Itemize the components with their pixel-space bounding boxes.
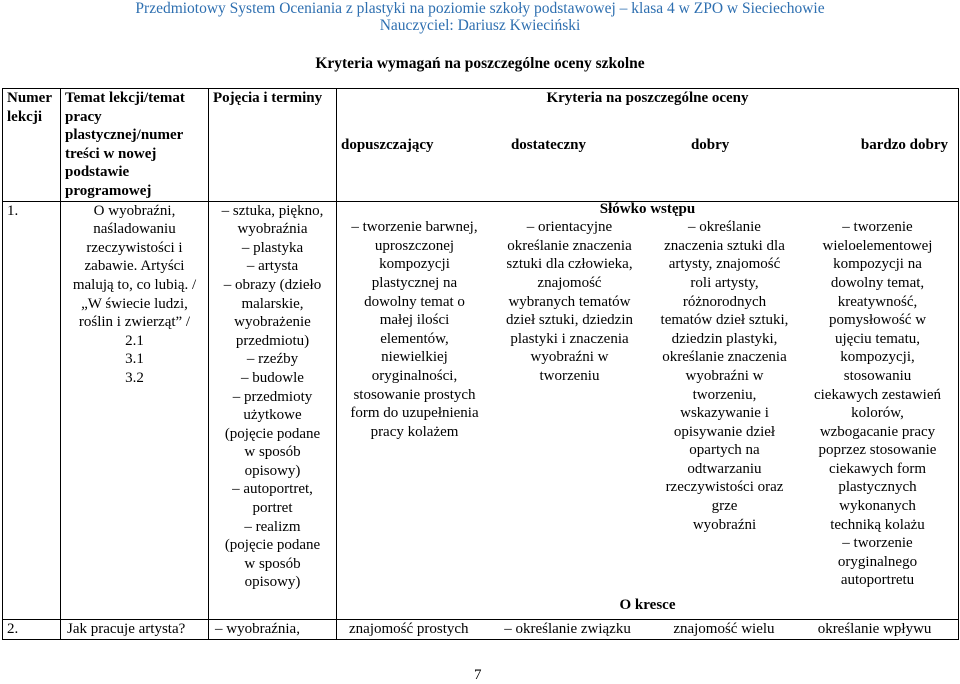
row1-terms-line: (pojęcie podane bbox=[224, 425, 321, 442]
document-header-line2: Nauczyciel: Dariusz Kwieciński bbox=[379, 17, 581, 34]
row1-terms-line: – plastyka bbox=[241, 239, 304, 256]
row1-dob-line: wyobraźni bbox=[692, 516, 757, 533]
row1-criteria-dostateczny bbox=[492, 218, 647, 590]
row1-dob-line: różnorodnych bbox=[682, 293, 767, 310]
row1-bdb-line: – tworzenie bbox=[842, 535, 913, 552]
grade-headers bbox=[341, 108, 954, 155]
row1-criteria-bardzo-dobry bbox=[802, 218, 953, 590]
row1-bdb-line: kompozycji na bbox=[833, 256, 922, 273]
row1-dost-line: plastyki i znaczenia bbox=[510, 330, 629, 347]
row1-terms-line: (pojęcie podane bbox=[224, 537, 321, 554]
criteria-heading: Kryteria na poszczególne oceny bbox=[546, 90, 749, 106]
row1-topic-line: O wyobraźni, bbox=[93, 202, 176, 219]
row1-dob-line: określanie znaczenia bbox=[662, 349, 787, 366]
row1-terms-line: – sztuka, piękno, bbox=[221, 202, 324, 219]
row1-dop-line: stosowanie prostych bbox=[353, 386, 476, 403]
row1-dob-line: grze bbox=[711, 498, 738, 515]
row1-terms-line: wyobrażenie bbox=[234, 314, 311, 331]
row1-dop-line: uproszczonej bbox=[374, 237, 455, 254]
row1-dob-line: odtwarzaniu bbox=[687, 460, 762, 477]
row1-terms-line: – przedmioty bbox=[232, 388, 313, 405]
row1-terms-line: w sposób bbox=[244, 555, 301, 572]
row1-bdb-line: stosowaniu bbox=[843, 367, 912, 384]
row1-terms-line: – rzeźby bbox=[246, 351, 299, 368]
row1-topic-line: 3.2 bbox=[125, 369, 144, 386]
row1-dost-line: znajomość bbox=[537, 274, 602, 291]
row1-bdb-line: dowolny temat, bbox=[830, 274, 925, 291]
row1-dob-line: znaczenia sztuki dla bbox=[664, 237, 785, 254]
row1-topic-line: roślin i zwierząt” / bbox=[78, 314, 191, 331]
row1-dost-line: – orientacyjne bbox=[526, 219, 613, 236]
row1-dop-line: pracy kolażem bbox=[370, 423, 459, 440]
row2-bardzo-dobry: określanie wpływu bbox=[817, 620, 932, 637]
row1-terms-line: – realizm bbox=[244, 518, 301, 535]
row1-criteria-dopuszczajacy bbox=[337, 218, 492, 590]
row1-dost-line: tworzeniu bbox=[539, 367, 600, 384]
row1-terms-line: wyobraźnia bbox=[237, 221, 308, 238]
page-number: 7 bbox=[474, 667, 482, 683]
row1-bdb-line: oryginalnego bbox=[837, 553, 918, 570]
row1-dost-line: określanie znaczenia bbox=[507, 237, 632, 254]
row2-dobry: znajomość wielu bbox=[673, 620, 775, 637]
row1-terms-line: opisowy) bbox=[244, 462, 301, 479]
row1-terms-line: – budowle bbox=[241, 369, 304, 386]
row1-bdb-line: – tworzenie bbox=[842, 219, 913, 236]
row1-topic-line: „W świecie ludzi, bbox=[81, 295, 188, 312]
row1-dop-line: oryginalności, bbox=[371, 367, 458, 384]
row1-topic-line: rzeczywistości i bbox=[86, 239, 183, 256]
row1-dost-line: sztuki dla człowieka, bbox=[506, 256, 633, 273]
row1-terms-line: – obrazy (dzieło bbox=[223, 276, 322, 293]
header-lesson-number: Numer lekcji bbox=[3, 89, 61, 202]
row2-number: 2. bbox=[3, 619, 61, 639]
row1-criteria bbox=[337, 201, 959, 619]
row1-dob-line: artysty, znajomość bbox=[668, 256, 781, 273]
row1-dop-line: form do uzupełnienia bbox=[350, 405, 479, 422]
row1-bdb-line: autoportretu bbox=[840, 572, 915, 589]
document-title: Kryteria wymagań na poszczególne oceny szkolne bbox=[315, 55, 645, 72]
row1-dop-line: niewielkiej bbox=[381, 349, 448, 366]
criteria-table bbox=[2, 88, 959, 640]
row1-topic bbox=[61, 201, 209, 619]
header-terms: Pojęcia i terminy bbox=[209, 89, 337, 202]
row1-dob-line: rzeczywistości oraz bbox=[665, 479, 784, 496]
row1-dob-line: opartych na bbox=[689, 442, 760, 459]
row1-dob-line: roli artysty, bbox=[690, 274, 759, 291]
row1-bdb-line: poprzez stosowanie bbox=[818, 442, 937, 459]
row1-terms-line: w sposób bbox=[244, 444, 301, 461]
row1-dob-line: tworzeniu, bbox=[692, 386, 757, 403]
row1-number: 1. bbox=[3, 201, 61, 619]
row1-bdb-line: ciekawych form bbox=[828, 460, 927, 477]
row1-terms bbox=[209, 201, 337, 619]
row1-dob-line: tematów dzieł sztuki, bbox=[660, 312, 789, 329]
row1-dost-line: wyobraźni w bbox=[530, 349, 609, 366]
row2-criteria bbox=[337, 619, 959, 639]
grade-header-1: dopuszczający bbox=[341, 136, 434, 153]
header-lesson-topic: Temat lekcji/temat pracy plastycznej/numer treści w nowej podstawie programowej bbox=[61, 89, 209, 202]
row1-bdb-line: ciekawych zestawień bbox=[813, 386, 942, 403]
row1-topic-line: 3.1 bbox=[125, 351, 144, 368]
section-title-1: Słówko wstępu bbox=[599, 200, 696, 217]
row1-dob-line: wskazywanie i bbox=[680, 405, 769, 422]
row1-topic-line: naśladowaniu bbox=[93, 221, 176, 238]
row1-bdb-line: wzbogacanie pracy bbox=[819, 423, 936, 440]
row2-topic: Jak pracuje artysta? bbox=[61, 619, 209, 639]
row1-dop-line: elementów, bbox=[380, 330, 449, 347]
grade-header-4: bardzo dobry bbox=[860, 136, 948, 153]
row1-dob-line: wyobraźni w bbox=[685, 367, 764, 384]
row1-terms-line: malarskie, bbox=[241, 295, 304, 312]
row1-terms-line: użytkowe bbox=[243, 407, 302, 424]
row1-dob-line: opisywanie dzieł bbox=[673, 423, 776, 440]
row1-topic-line: zabawie. Artyści bbox=[84, 258, 185, 275]
row1-dob-line: – określanie bbox=[688, 219, 761, 236]
row1-dop-line: – tworzenie barwnej, bbox=[351, 219, 478, 236]
header-criteria bbox=[337, 89, 959, 202]
row2-dopuszczajacy: znajomość prostych bbox=[349, 620, 469, 637]
row1-dop-line: plastycznej na bbox=[371, 274, 458, 291]
grade-header-3: dobry bbox=[690, 136, 730, 153]
document-header-line1: Przedmiotowy System Oceniania z plastyki na poziomie szkoły podstawowej – klasa 4 w ZPO w Sieciechowie bbox=[135, 0, 825, 17]
section-title-2: O kresce bbox=[619, 597, 676, 614]
row1-dop-line: dowolny temat o bbox=[364, 293, 465, 310]
row1-bdb-line: kreatywność, bbox=[837, 293, 918, 310]
row1-bdb-line: plastycznych bbox=[838, 479, 917, 496]
row1-criteria-dobry bbox=[647, 218, 802, 590]
row1-terms-line: portret bbox=[252, 500, 293, 517]
row1-dop-line: małej ilości bbox=[379, 312, 450, 329]
row1-bdb-line: wykonanych bbox=[839, 498, 916, 515]
row1-terms-line: opisowy) bbox=[244, 574, 301, 591]
row1-bdb-line: kolorów, bbox=[851, 405, 904, 422]
row1-bdb-line: wieloelementowej bbox=[822, 237, 933, 254]
row1-terms-line: – artysta bbox=[246, 258, 299, 275]
row1-terms-line: – autoportret, bbox=[232, 481, 313, 498]
grade-header-2: dostateczny bbox=[510, 136, 586, 153]
row1-dost-line: wybranych tematów bbox=[508, 293, 631, 310]
row1-dob-line: dziedzin plastyki, bbox=[671, 330, 778, 347]
row2-terms: – wyobraźnia, bbox=[209, 619, 337, 639]
row1-bdb-line: kompozycji, bbox=[840, 349, 915, 366]
row1-terms-line: przedmiotu) bbox=[235, 332, 310, 349]
row1-topic-line: malują to, co lubią. / bbox=[72, 276, 197, 293]
row1-dost-line: dzieł sztuki, dziedzin bbox=[505, 312, 634, 329]
row1-bdb-line: techniką kolażu bbox=[830, 516, 925, 533]
row1-topic-line: 2.1 bbox=[125, 332, 144, 349]
row1-bdb-line: pomysłowość w bbox=[828, 312, 927, 329]
row1-bdb-line: ujęciu tematu, bbox=[835, 330, 920, 347]
row2-dostateczny: – określanie związku bbox=[504, 620, 631, 637]
row1-dop-line: kompozycji bbox=[379, 256, 450, 273]
